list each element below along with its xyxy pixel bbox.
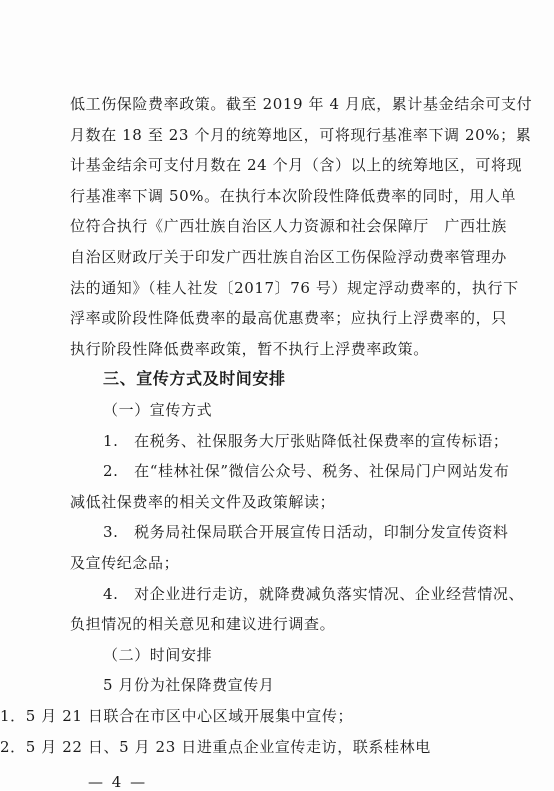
paragraph-line: 自治区财政厅关于印发广西壮族自治区工伤保险浮动费率管理办 (70, 248, 507, 266)
schedule-item: 1．5 月 21 日联合在市区中心区域开展集中宣传； (0, 707, 354, 725)
paragraph-line: 浮率或阶段性降低费率的最高优惠费率；应执行上浮费率的，只 (70, 309, 507, 327)
method-item: 4. 对企业进行走访，就降费减负落实情况、企业经营情况、 (103, 585, 525, 603)
subsection-heading: （二）时间安排 (103, 646, 213, 664)
paragraph-line: 法的通知》（桂人社发〔2017〕76 号）规定浮动费率的，执行下 (70, 279, 519, 297)
subsection-heading: （一）宣传方式 (103, 401, 213, 419)
paragraph-line: 位符合执行《广西壮族自治区人力资源和社会保障厅 广西壮族 (70, 217, 507, 235)
method-item-continued: 减低社保费率的相关文件及政策解读； (70, 493, 336, 511)
method-item-continued: 及宣传纪念品； (70, 554, 180, 572)
schedule-item: 5 月份为社保降费宣传月 (103, 676, 275, 694)
method-item: 3. 税务局社保局联合开展宣传日活动，印制分发宣传资料 (103, 523, 509, 541)
section-heading: 三、宣传方式及时间安排 (103, 369, 286, 388)
paragraph-line: 低工伤保险费率政策。截至 2019 年 4 月底，累计基金结余可支付 (70, 95, 533, 113)
method-item-continued: 负担情况的相关意见和建议进行调查。 (70, 615, 336, 633)
schedule-item: 2．5 月 22 日、5 月 23 日进重点企业宣传走访，联系桂林电 (0, 738, 431, 756)
method-item: 1. 在税务、社保服务大厅张贴降低社保费率的宣传标语； (103, 432, 509, 450)
paragraph-line: 执行阶段性降低费率政策，暂不执行上浮费率政策。 (70, 340, 429, 358)
paragraph-line: 计基金结余可支付月数在 24 个月（含）以上的统筹地区，可将现 (70, 156, 523, 174)
paragraph-line: 行基准率下调 50%。在执行本次阶段性降低费率的同时，用人单 (70, 187, 517, 205)
paragraph-line: 月数在 18 至 23 个月的统筹地区，可将现行基准率下调 20%；累 (70, 126, 532, 144)
method-item: 2. 在“桂林社保”微信公众号、税务、社保局门户网站发布 (103, 462, 510, 480)
page-number: — 4 — (88, 773, 148, 791)
